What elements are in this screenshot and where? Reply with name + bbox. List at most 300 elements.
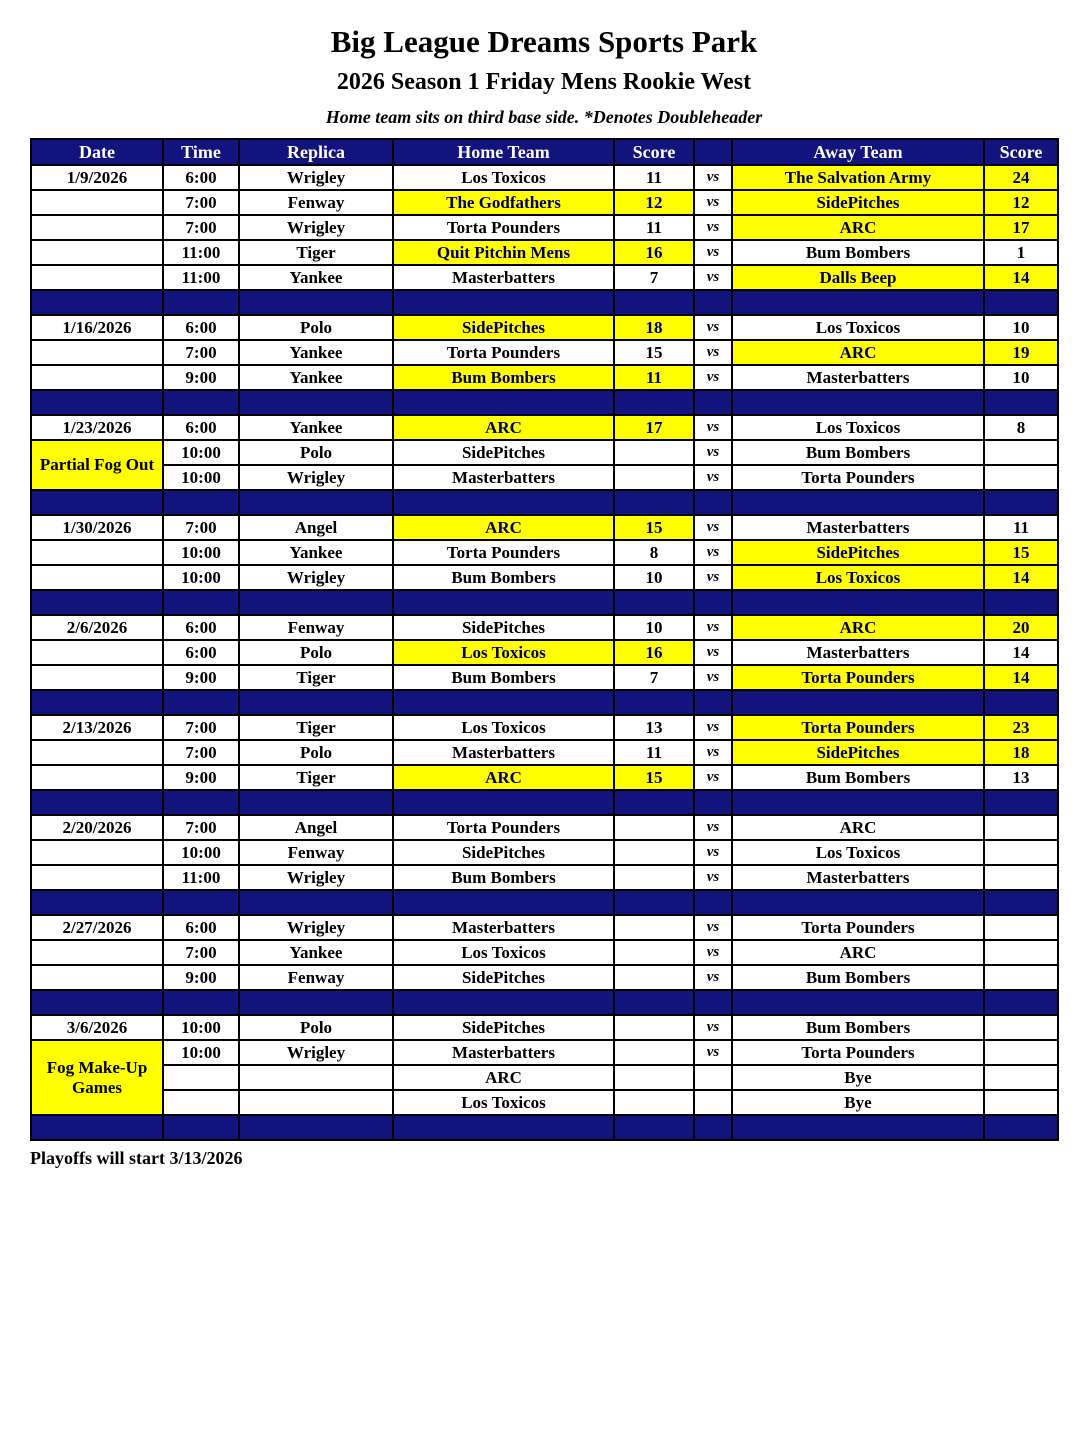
time-cell: 7:00: [163, 715, 239, 740]
separator-cell: [31, 790, 163, 815]
home-team-cell: Bum Bombers: [393, 365, 614, 390]
vs-cell: vs: [694, 740, 732, 765]
away-score-cell: 10: [984, 315, 1058, 340]
away-team-cell: Masterbatters: [732, 640, 984, 665]
away-score-cell: [984, 1015, 1058, 1040]
time-cell: 10:00: [163, 440, 239, 465]
away-score-cell: [984, 440, 1058, 465]
home-score-cell: 15: [614, 340, 694, 365]
date-cell: [31, 865, 163, 890]
home-score-cell: 8: [614, 540, 694, 565]
replica-cell: Tiger: [239, 665, 393, 690]
vs-cell: vs: [694, 540, 732, 565]
separator-cell: [984, 390, 1058, 415]
separator-cell: [694, 490, 732, 515]
away-team-cell: Bum Bombers: [732, 965, 984, 990]
time-cell: [163, 1065, 239, 1090]
date-cell: [31, 640, 163, 665]
date-note-cell: Fog Make-Up Games: [31, 1040, 163, 1115]
date-cell: [31, 240, 163, 265]
vs-cell: vs: [694, 190, 732, 215]
separator-cell: [732, 290, 984, 315]
away-score-cell: 23: [984, 715, 1058, 740]
separator-cell: [163, 290, 239, 315]
time-cell: 7:00: [163, 815, 239, 840]
time-cell: 7:00: [163, 215, 239, 240]
home-team-cell: Masterbatters: [393, 265, 614, 290]
vs-cell: vs: [694, 615, 732, 640]
home-score-cell: 10: [614, 615, 694, 640]
game-row: [31, 565, 1058, 590]
home-team-cell: The Godfathers: [393, 190, 614, 215]
game-row: [31, 165, 1058, 190]
replica-cell: Wrigley: [239, 565, 393, 590]
time-cell: 7:00: [163, 340, 239, 365]
separator-cell: [393, 390, 614, 415]
date-cell: [31, 340, 163, 365]
date-cell: 1/9/2026: [31, 165, 163, 190]
table-body: [31, 165, 1058, 1140]
home-score-cell: [614, 1040, 694, 1065]
time-cell: 6:00: [163, 615, 239, 640]
game-row: [31, 615, 1058, 640]
separator-cell: [614, 890, 694, 915]
separator-cell: [694, 690, 732, 715]
away-team-cell: Masterbatters: [732, 365, 984, 390]
game-row: [31, 265, 1058, 290]
time-cell: 10:00: [163, 565, 239, 590]
vs-cell: vs: [694, 165, 732, 190]
column-header-date: Date: [31, 139, 163, 165]
separator-row: [31, 590, 1058, 615]
away-team-cell: ARC: [732, 615, 984, 640]
vs-cell: vs: [694, 1015, 732, 1040]
home-score-cell: 17: [614, 415, 694, 440]
separator-cell: [732, 590, 984, 615]
page-title: Big League Dreams Sports Park: [330, 24, 758, 59]
away-score-cell: 14: [984, 665, 1058, 690]
replica-cell: Wrigley: [239, 165, 393, 190]
separator-cell: [694, 390, 732, 415]
home-score-cell: 11: [614, 165, 694, 190]
away-team-cell: ARC: [732, 340, 984, 365]
vs-cell: vs: [694, 565, 732, 590]
date-cell: 2/20/2026: [31, 815, 163, 840]
game-row: [31, 1015, 1058, 1040]
separator-cell: [694, 1115, 732, 1140]
date-cell: [31, 740, 163, 765]
date-cell: 2/13/2026: [31, 715, 163, 740]
game-row: [31, 865, 1058, 890]
separator-cell: [31, 990, 163, 1015]
time-cell: 6:00: [163, 315, 239, 340]
away-score-cell: 14: [984, 265, 1058, 290]
game-row: [31, 440, 1058, 465]
separator-cell: [163, 590, 239, 615]
replica-cell: [239, 1090, 393, 1115]
away-score-cell: [984, 1065, 1058, 1090]
home-team-note: Home team sits on third base side. *Denotes Doubleheader: [325, 107, 763, 127]
home-team-cell: Bum Bombers: [393, 565, 614, 590]
away-team-cell: Torta Pounders: [732, 715, 984, 740]
home-team-cell: Los Toxicos: [393, 165, 614, 190]
vs-cell: vs: [694, 940, 732, 965]
home-score-cell: 16: [614, 640, 694, 665]
away-team-cell: Bum Bombers: [732, 440, 984, 465]
home-team-cell: SidePitches: [393, 840, 614, 865]
replica-cell: Angel: [239, 815, 393, 840]
vs-cell: vs: [694, 815, 732, 840]
time-cell: 6:00: [163, 165, 239, 190]
game-row: [31, 215, 1058, 240]
playoffs-note: Playoffs will start 3/13/2026: [30, 1148, 243, 1168]
date-cell: 1/23/2026: [31, 415, 163, 440]
home-team-cell: SidePitches: [393, 1015, 614, 1040]
schedule-table: [30, 138, 1059, 1141]
game-row: [31, 540, 1058, 565]
separator-cell: [393, 990, 614, 1015]
vs-cell: vs: [694, 515, 732, 540]
separator-cell: [393, 290, 614, 315]
away-team-cell: Masterbatters: [732, 515, 984, 540]
separator-cell: [614, 490, 694, 515]
home-team-cell: Torta Pounders: [393, 540, 614, 565]
time-cell: 9:00: [163, 365, 239, 390]
home-score-cell: 11: [614, 740, 694, 765]
away-score-cell: [984, 940, 1058, 965]
home-team-cell: Bum Bombers: [393, 665, 614, 690]
separator-cell: [393, 890, 614, 915]
home-score-cell: [614, 1015, 694, 1040]
home-score-cell: [614, 1065, 694, 1090]
away-team-cell: Torta Pounders: [732, 1040, 984, 1065]
home-team-cell: SidePitches: [393, 315, 614, 340]
away-score-cell: 8: [984, 415, 1058, 440]
game-row: [31, 665, 1058, 690]
game-row: [31, 965, 1058, 990]
home-score-cell: 16: [614, 240, 694, 265]
time-cell: 6:00: [163, 915, 239, 940]
separator-cell: [732, 990, 984, 1015]
separator-cell: [694, 590, 732, 615]
away-team-cell: Torta Pounders: [732, 915, 984, 940]
game-row: [31, 1090, 1058, 1115]
separator-cell: [614, 590, 694, 615]
game-row: [31, 840, 1058, 865]
away-score-cell: 17: [984, 215, 1058, 240]
game-row: [31, 190, 1058, 215]
column-header-score: Score: [984, 139, 1058, 165]
home-team-cell: ARC: [393, 1065, 614, 1090]
home-score-cell: [614, 965, 694, 990]
away-team-cell: Los Toxicos: [732, 565, 984, 590]
away-score-cell: [984, 865, 1058, 890]
separator-cell: [614, 1115, 694, 1140]
separator-cell: [694, 790, 732, 815]
vs-cell: vs: [694, 265, 732, 290]
home-team-cell: Los Toxicos: [393, 940, 614, 965]
game-row: [31, 1040, 1058, 1065]
game-row: [31, 315, 1058, 340]
home-team-cell: Torta Pounders: [393, 815, 614, 840]
vs-cell: vs: [694, 865, 732, 890]
vs-cell: vs: [694, 665, 732, 690]
game-row: [31, 1065, 1058, 1090]
separator-cell: [614, 390, 694, 415]
replica-cell: Yankee: [239, 365, 393, 390]
separator-cell: [163, 790, 239, 815]
separator-cell: [984, 290, 1058, 315]
separator-cell: [31, 590, 163, 615]
away-score-cell: 10: [984, 365, 1058, 390]
away-score-cell: 19: [984, 340, 1058, 365]
separator-cell: [239, 890, 393, 915]
vs-cell: vs: [694, 440, 732, 465]
time-cell: 10:00: [163, 465, 239, 490]
separator-cell: [732, 890, 984, 915]
replica-cell: Tiger: [239, 715, 393, 740]
time-cell: 6:00: [163, 415, 239, 440]
time-cell: 11:00: [163, 265, 239, 290]
away-score-cell: [984, 1090, 1058, 1115]
replica-cell: Yankee: [239, 540, 393, 565]
time-cell: 9:00: [163, 965, 239, 990]
date-cell: [31, 540, 163, 565]
game-row: [31, 465, 1058, 490]
home-team-cell: Masterbatters: [393, 465, 614, 490]
time-cell: 7:00: [163, 940, 239, 965]
away-score-cell: 12: [984, 190, 1058, 215]
date-cell: [31, 840, 163, 865]
home-score-cell: 11: [614, 215, 694, 240]
home-score-cell: 18: [614, 315, 694, 340]
separator-cell: [31, 690, 163, 715]
replica-cell: Yankee: [239, 265, 393, 290]
column-header-time: Time: [163, 139, 239, 165]
game-row: [31, 940, 1058, 965]
home-score-cell: 15: [614, 515, 694, 540]
game-row: [31, 815, 1058, 840]
separator-cell: [239, 790, 393, 815]
away-team-cell: SidePitches: [732, 740, 984, 765]
away-team-cell: ARC: [732, 215, 984, 240]
away-score-cell: [984, 840, 1058, 865]
vs-cell: vs: [694, 340, 732, 365]
replica-cell: Polo: [239, 640, 393, 665]
time-cell: 10:00: [163, 840, 239, 865]
game-row: [31, 415, 1058, 440]
time-cell: 11:00: [163, 240, 239, 265]
date-cell: 2/27/2026: [31, 915, 163, 940]
separator-cell: [694, 290, 732, 315]
away-team-cell: Los Toxicos: [732, 840, 984, 865]
away-score-cell: 14: [984, 640, 1058, 665]
column-header-home-team: Home Team: [393, 139, 614, 165]
replica-cell: Wrigley: [239, 465, 393, 490]
separator-cell: [31, 890, 163, 915]
separator-cell: [31, 1115, 163, 1140]
game-row: [31, 515, 1058, 540]
separator-cell: [984, 990, 1058, 1015]
separator-cell: [732, 390, 984, 415]
separator-cell: [393, 1115, 614, 1140]
replica-cell: Tiger: [239, 765, 393, 790]
replica-cell: Wrigley: [239, 865, 393, 890]
separator-row: [31, 790, 1058, 815]
replica-cell: Angel: [239, 515, 393, 540]
home-team-cell: ARC: [393, 765, 614, 790]
away-team-cell: ARC: [732, 940, 984, 965]
vs-cell: vs: [694, 315, 732, 340]
away-score-cell: [984, 1040, 1058, 1065]
separator-cell: [614, 290, 694, 315]
replica-cell: Fenway: [239, 615, 393, 640]
home-team-cell: SidePitches: [393, 440, 614, 465]
game-row: [31, 740, 1058, 765]
separator-cell: [163, 490, 239, 515]
replica-cell: [239, 1065, 393, 1090]
separator-cell: [393, 490, 614, 515]
away-team-cell: SidePitches: [732, 190, 984, 215]
date-note-cell: Partial Fog Out: [31, 440, 163, 490]
time-cell: 6:00: [163, 640, 239, 665]
vs-cell: vs: [694, 915, 732, 940]
time-cell: 10:00: [163, 540, 239, 565]
column-header-away-team: Away Team: [732, 139, 984, 165]
away-team-cell: Torta Pounders: [732, 665, 984, 690]
away-score-cell: 11: [984, 515, 1058, 540]
separator-cell: [732, 790, 984, 815]
home-score-cell: 10: [614, 565, 694, 590]
replica-cell: Yankee: [239, 340, 393, 365]
home-team-cell: Los Toxicos: [393, 1090, 614, 1115]
separator-cell: [984, 590, 1058, 615]
home-team-cell: Torta Pounders: [393, 215, 614, 240]
date-cell: [31, 940, 163, 965]
time-cell: 7:00: [163, 515, 239, 540]
time-cell: 10:00: [163, 1040, 239, 1065]
date-cell: [31, 665, 163, 690]
date-cell: [31, 190, 163, 215]
separator-cell: [31, 290, 163, 315]
away-team-cell: Bye: [732, 1090, 984, 1115]
separator-cell: [694, 890, 732, 915]
date-cell: [31, 265, 163, 290]
date-cell: 1/30/2026: [31, 515, 163, 540]
separator-cell: [239, 990, 393, 1015]
replica-cell: Wrigley: [239, 1040, 393, 1065]
page-subtitle: 2026 Season 1 Friday Mens Rookie West: [336, 69, 752, 95]
away-team-cell: Bye: [732, 1065, 984, 1090]
separator-cell: [239, 390, 393, 415]
separator-cell: [694, 990, 732, 1015]
replica-cell: Polo: [239, 1015, 393, 1040]
separator-cell: [984, 690, 1058, 715]
separator-cell: [239, 590, 393, 615]
date-cell: [31, 965, 163, 990]
separator-cell: [732, 690, 984, 715]
away-score-cell: [984, 465, 1058, 490]
away-team-cell: Bum Bombers: [732, 1015, 984, 1040]
separator-cell: [732, 490, 984, 515]
date-cell: [31, 365, 163, 390]
game-row: [31, 765, 1058, 790]
time-cell: 7:00: [163, 740, 239, 765]
separator-cell: [614, 690, 694, 715]
separator-cell: [732, 1115, 984, 1140]
home-score-cell: 7: [614, 665, 694, 690]
away-team-cell: ARC: [732, 815, 984, 840]
separator-row: [31, 690, 1058, 715]
home-team-cell: ARC: [393, 515, 614, 540]
column-header-score: Score: [614, 139, 694, 165]
separator-cell: [393, 590, 614, 615]
vs-cell: vs: [694, 715, 732, 740]
separator-row: [31, 890, 1058, 915]
away-team-cell: SidePitches: [732, 540, 984, 565]
away-team-cell: Los Toxicos: [732, 415, 984, 440]
replica-cell: Wrigley: [239, 915, 393, 940]
separator-row: [31, 1115, 1058, 1140]
separator-cell: [163, 390, 239, 415]
away-team-cell: Bum Bombers: [732, 765, 984, 790]
time-cell: [163, 1090, 239, 1115]
away-team-cell: Dalls Beep: [732, 265, 984, 290]
separator-cell: [163, 1115, 239, 1140]
game-row: [31, 715, 1058, 740]
away-team-cell: Torta Pounders: [732, 465, 984, 490]
date-cell: [31, 765, 163, 790]
column-header-replica: Replica: [239, 139, 393, 165]
separator-cell: [239, 290, 393, 315]
vs-cell: vs: [694, 640, 732, 665]
separator-row: [31, 390, 1058, 415]
home-score-cell: [614, 1090, 694, 1115]
replica-cell: Fenway: [239, 965, 393, 990]
vs-cell: vs: [694, 965, 732, 990]
replica-cell: Yankee: [239, 415, 393, 440]
vs-cell: vs: [694, 840, 732, 865]
home-score-cell: [614, 815, 694, 840]
schedule-page: [0, 24, 1088, 1169]
game-row: [31, 240, 1058, 265]
game-row: [31, 365, 1058, 390]
away-score-cell: 13: [984, 765, 1058, 790]
home-score-cell: [614, 915, 694, 940]
away-score-cell: 1: [984, 240, 1058, 265]
separator-cell: [614, 990, 694, 1015]
separator-cell: [163, 890, 239, 915]
separator-cell: [163, 690, 239, 715]
away-score-cell: [984, 815, 1058, 840]
separator-cell: [31, 390, 163, 415]
column-header-vs: [694, 139, 732, 165]
away-team-cell: Los Toxicos: [732, 315, 984, 340]
game-row: [31, 340, 1058, 365]
home-score-cell: 13: [614, 715, 694, 740]
table-header: [31, 139, 1058, 165]
home-score-cell: [614, 465, 694, 490]
away-team-cell: Masterbatters: [732, 865, 984, 890]
replica-cell: Fenway: [239, 840, 393, 865]
away-score-cell: 20: [984, 615, 1058, 640]
replica-cell: Fenway: [239, 190, 393, 215]
separator-cell: [984, 790, 1058, 815]
home-score-cell: [614, 865, 694, 890]
away-score-cell: 18: [984, 740, 1058, 765]
home-team-cell: Los Toxicos: [393, 715, 614, 740]
vs-cell: vs: [694, 465, 732, 490]
